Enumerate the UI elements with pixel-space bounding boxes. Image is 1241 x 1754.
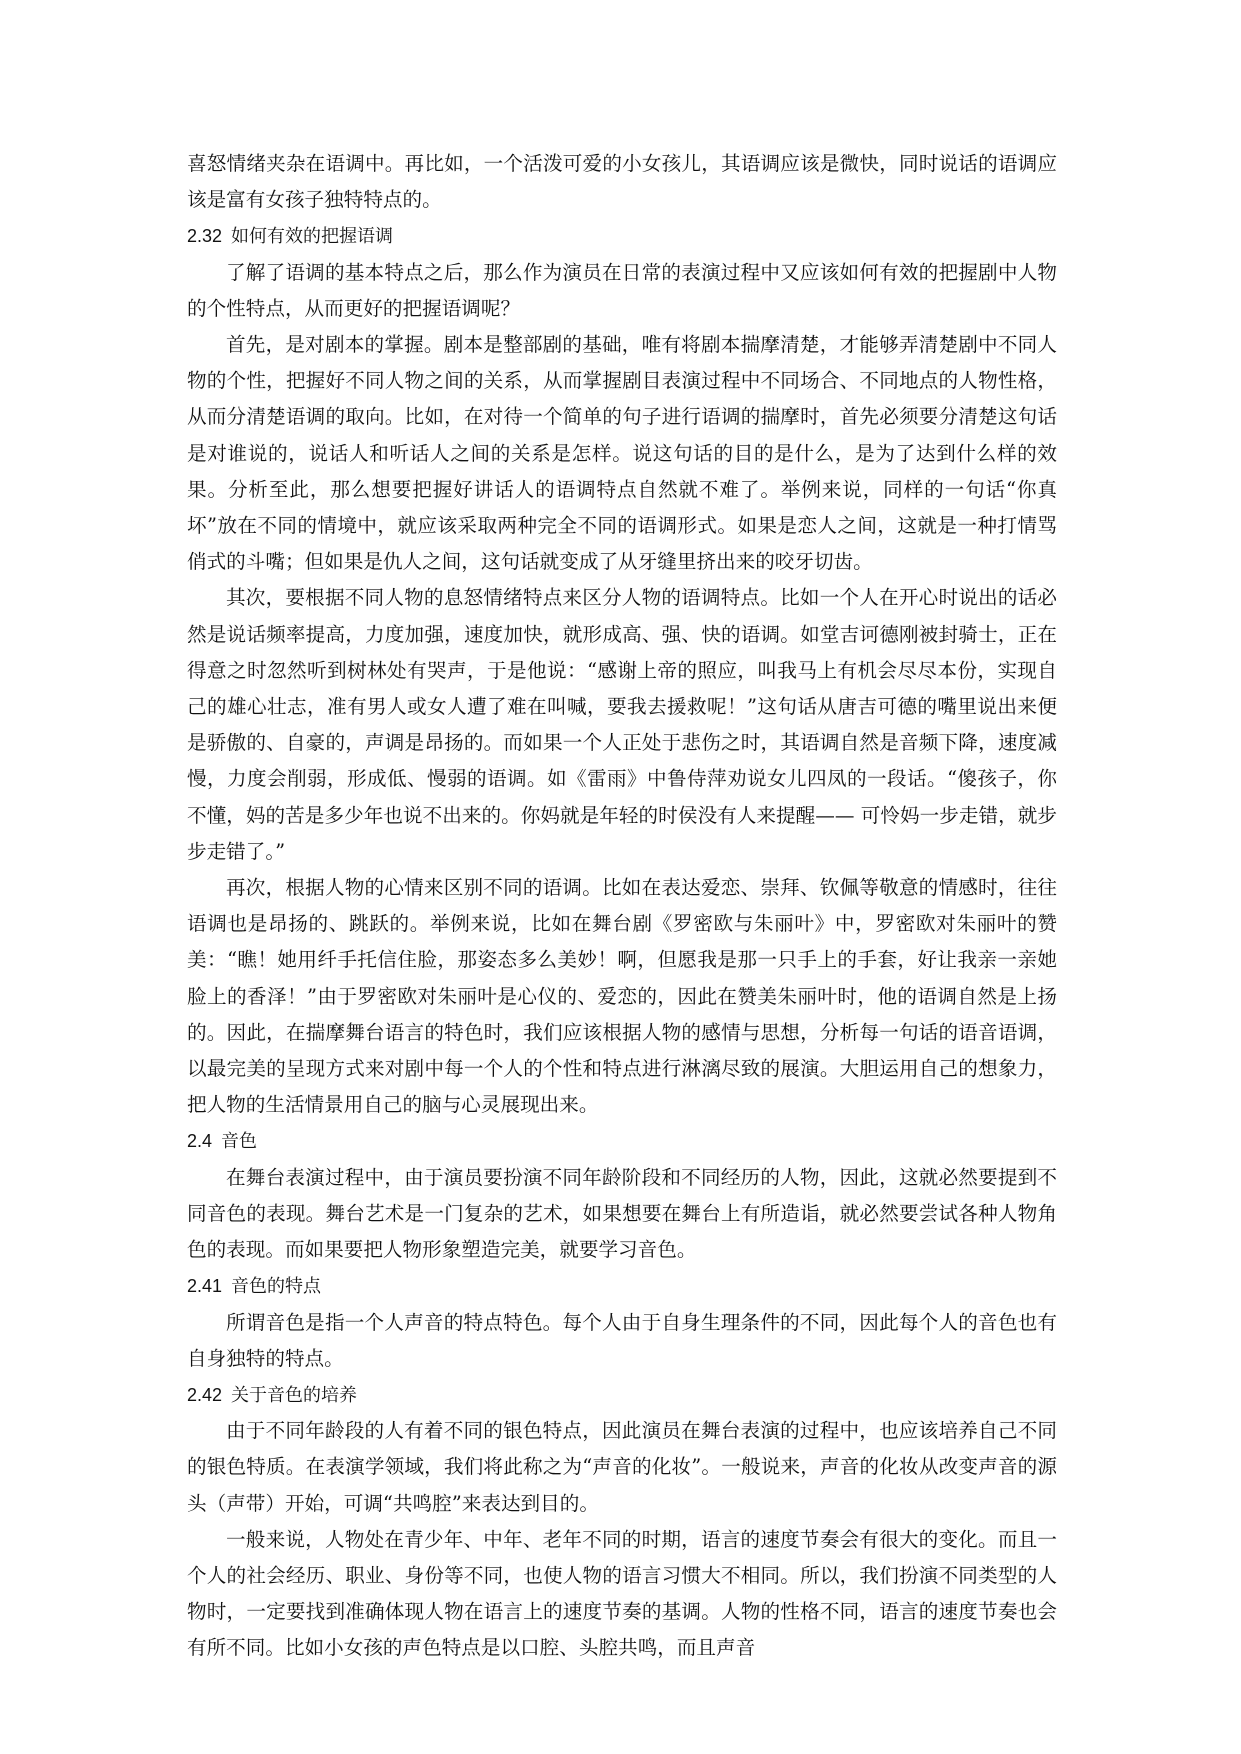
section-number: 2.42 bbox=[187, 1384, 223, 1405]
document-body bbox=[187, 146, 1057, 1667]
body-paragraph: 了解了语调的基本特点之后，那么作为演员在日常的表演过程中又应该如何有效的把握剧中人物的个性特点，从而更好的把握语调呢？ bbox=[187, 260, 1057, 320]
section-heading bbox=[187, 1268, 1057, 1304]
section-number: 2.41 bbox=[187, 1276, 223, 1297]
section-title: 音色的特点 bbox=[231, 1276, 322, 1297]
section-title: 如何有效的把握语调 bbox=[231, 226, 394, 247]
section-heading bbox=[187, 218, 1057, 254]
body-paragraph: 首先，是对剧本的掌握。剧本是整部剧的基础，唯有将剧本揣摩清楚，才能够弄清楚剧中不同人物的个性，把握好不同人物之间的关系，从而掌握剧目表演过程中不同场合、不同地点的人物性格，从而分清楚语调的取向。比如，在对待一个简单的句子进行语调的揣摩时，首先必须要分清楚这句话是对谁说的，说话人和听话人之间的关系是怎样。说这句话的目的是什么，是为了达到什么样的效果。分析至此，那么想要把握好讲话人的语调特点自然就不难了。举例来说，同样的一句话“你真坏”放在不同的情境中，就应该采取两种完全不同的语调形式。如果是恋人之间，这就是一种打情骂俏式的斗嘴；但如果是仇人之间，这句话就变成了从牙缝里挤出来的咬牙切齿。 bbox=[187, 333, 1057, 574]
body-paragraph: 其次，要根据不同人物的息怒情绪特点来区分人物的语调特点。比如一个人在开心时说出的话必然是说话频率提高，力度加强，速度加快，就形成高、强、快的语调。如堂吉诃德刚被封骑士，正在得意之时忽然听到树林处有哭声，于是他说：“感谢上帝的照应，叫我马上有机会尽尽本份，实现自己的雄心壮志，准有男人或女人遭了难在叫喊，要我去援救呢！”这句话从唐吉可德的嘴里说出来便是骄傲的、自豪的，声调是昂扬的。而如果一个人正处于悲伤之时，其语调自然是音频下降，速度减慢，力度会削弱，形成低、慢弱的语调。如《雷雨》中鲁侍萍劝说女儿四凤的一段话。“傻孩子，你不懂，妈的苦是多少年也说不出来的。你妈就是年轻的时侯没有人来提醒—— 可怜妈一步走错，就步步走错了。” bbox=[187, 586, 1057, 863]
body-paragraph: 所谓音色是指一个人声音的特点特色。每个人由于自身生理条件的不同，因此每个人的音色也有自身独特的特点。 bbox=[187, 1310, 1057, 1370]
body-paragraph: 由于不同年龄段的人有着不同的银色特点，因此演员在舞台表演的过程中，也应该培养自己不同的银色特质。在表演学领域，我们将此称之为“声音的化妆”。一般说来，声音的化妆从改变声音的源头（声带）开始，可调“共鸣腔”来表达到目的。 bbox=[187, 1419, 1057, 1515]
section-title: 关于音色的培养 bbox=[231, 1384, 358, 1405]
section-number: 2.4 bbox=[187, 1131, 213, 1152]
section-heading bbox=[187, 1377, 1057, 1413]
body-paragraph: 在舞台表演过程中，由于演员要扮演不同年龄阶段和不同经历的人物，因此，这就必然要提到不同音色的表现。舞台艺术是一门复杂的艺术，如果想要在舞台上有所造诣，就必然要尝试各种人物角色的表现。而如果要把人物形象塑造完美，就要学习音色。 bbox=[187, 1165, 1057, 1262]
body-paragraph: 喜怒情绪夹杂在语调中。再比如，一个活泼可爱的小女孩儿，其语调应该是微快，同时说话的语调应该是富有女孩子独特特点的。 bbox=[187, 152, 1057, 212]
body-paragraph: 一般来说，人物处在青少年、中年、老年不同的时期，语言的速度节奏会有很大的变化。而且一个人的社会经历、职业、身份等不同，也使人物的语言习惯大不相同。所以，我们扮演不同类型的人物时，一定要找到准确体现人物在语言上的速度节奏的基调。人物的性格不同，语言的速度节奏也会有所不同。比如小女孩的声色特点是以口腔、头腔共鸣，而且声音 bbox=[187, 1527, 1057, 1660]
section-title: 音色 bbox=[221, 1131, 258, 1152]
section-heading bbox=[187, 1123, 1057, 1159]
section-number: 2.32 bbox=[187, 226, 223, 247]
body-paragraph: 再次，根据人物的心情来区别不同的语调。比如在表达爱恋、崇拜、钦佩等敬意的情感时，往往语调也是昂扬的、跳跃的。举例来说，比如在舞台剧《罗密欧与朱丽叶》中，罗密欧对朱丽叶的赞美：“瞧！她用纤手托信住脸，那姿态多么美妙！啊，但愿我是那一只手上的手套，好让我亲一亲她脸上的香泽！”由于罗密欧对朱丽叶是心仪的、爱恋的，因此在赞美朱丽叶时，他的语调自然是上扬的。因此，在揣摩舞台语言的特色时，我们应该根据人物的感情与思想，分析每一句话的语音语调，以最完美的呈现方式来对剧中每一个人的个性和特点进行淋漓尽致的展演。大胆运用自己的想象力，把人物的生活情景用自己的脑与心灵展现出来。 bbox=[187, 876, 1057, 1117]
